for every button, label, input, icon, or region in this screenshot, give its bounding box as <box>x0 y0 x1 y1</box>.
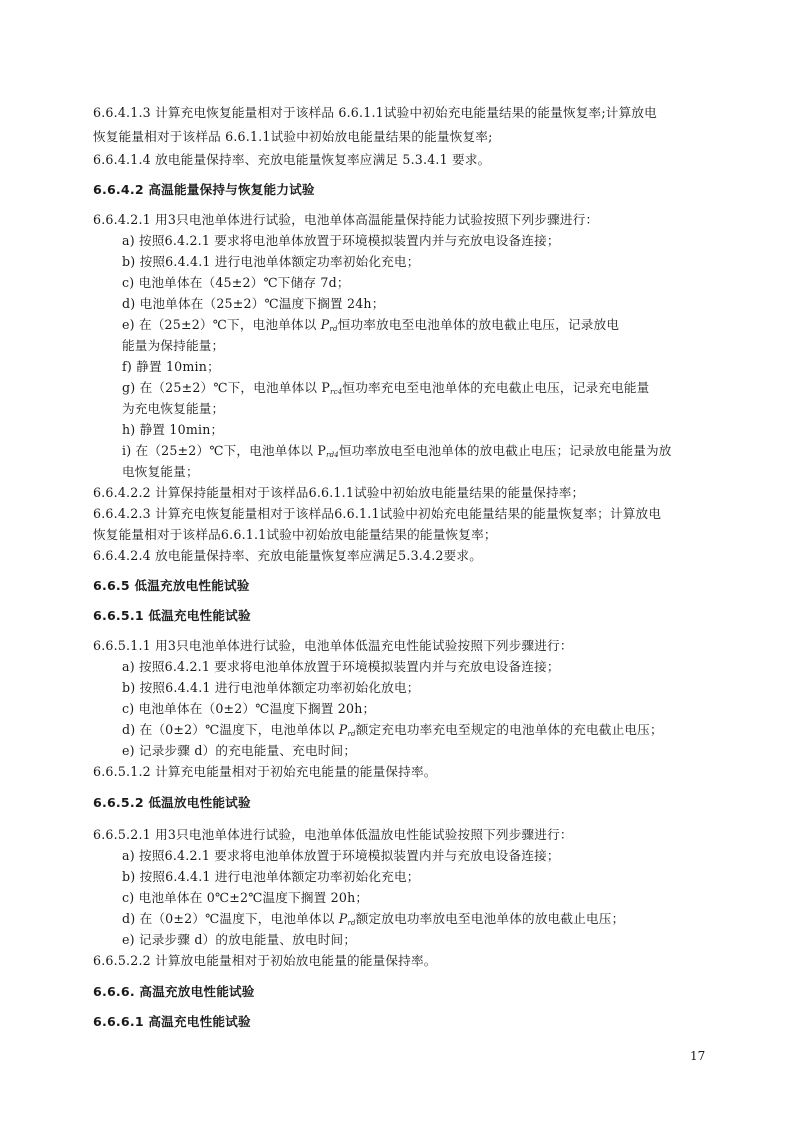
list-item: d) 电池单体在（25±2）℃温度下搁置 24h； <box>122 296 385 311</box>
list-item: i) 在（25±2）℃下，电池单体以 $P_{rd4}$恒功率放电至电池单体的放电截止电压；记录放电能量为放 <box>122 443 672 459</box>
section-heading: 6.6.5.1 低温充电性能试验 <box>93 608 251 623</box>
list-item: a) 按照6.4.2.1 要求将电池单体放置于环境模拟装置内并与充放电设备连接； <box>122 848 560 863</box>
page-number: 17 <box>690 1049 706 1063</box>
section-heading: 6.6.4.2 高温能量保持与恢复能力试验 <box>93 182 315 197</box>
list-item: b) 按照6.4.4.1 进行电池单体额定功率初始化充电； <box>122 869 420 884</box>
paragraph-line: 恢复能量相对于该样品 6.6.1.1试验中初始放电能量结果的能量恢复率; <box>93 129 493 144</box>
list-item: a) 按照6.4.2.1 要求将电池单体放置于环境模拟装置内并与充放电设备连接； <box>122 659 560 674</box>
list-item: e) 记录步骤 d）的充电能量、充电时间； <box>122 743 357 758</box>
list-item: f) 静置 10min； <box>122 359 220 374</box>
paragraph-line: 6.6.4.2.3 计算充电恢复能量相对于该样品6.6.1.1试验中初始充电能量结果的能量恢复率；计算放电 <box>93 506 662 521</box>
list-item-continuation: 电恢复能量； <box>122 464 199 479</box>
list-item: a) 按照6.4.2.1 要求将电池单体放置于环境模拟装置内并与充放电设备连接； <box>122 233 560 248</box>
list-item: b) 按照6.4.4.1 进行电池单体额定功率初始化充电； <box>122 254 420 269</box>
section-heading: 6.6.5.2 低温放电性能试验 <box>93 795 251 810</box>
paragraph-line: 6.6.4.1.4 放电能量保持率、充放电能量恢复率应满足 5.3.4.1 要求。 <box>93 152 491 167</box>
paragraph-line: 6.6.5.2.1 用3只电池单体进行试验，电池单体低温放电性能试验按照下列步骤进行： <box>93 827 573 842</box>
section-heading: 6.6.6.1 高温充电性能试验 <box>93 1014 251 1029</box>
list-item: g) 在（25±2）℃下，电池单体以 $P_{rc4}$恒功率充电至电池单体的充电截止电压，记录充电能量 <box>122 380 650 396</box>
list-item-continuation: 能量为保持能量； <box>122 338 225 353</box>
list-item: c) 电池单体在（45±2）℃下储存 7d； <box>122 275 350 290</box>
paragraph-line: 6.6.5.1.2 计算充电能量相对于初始充电能量的能量保持率。 <box>93 764 437 779</box>
list-item-continuation: 为充电恢复能量； <box>122 401 225 416</box>
list-item: d) 在（0±2）℃温度下，电池单体以 $P_{rd}$额定充电功率充电至规定的电池单体的充电截止电压； <box>122 722 663 738</box>
list-item: d) 在（0±2）℃温度下，电池单体以 $P_{rd}$额定放电功率放电至电池单体的放电截止电压； <box>122 911 625 927</box>
paragraph-line: 6.6.4.2.4 放电能量保持率、充放电能量恢复率应满足5.3.4.2要求。 <box>93 548 483 563</box>
list-item: e) 在（25±2）℃下，电池单体以 $P_{rd}$恒功率放电至电池单体的放电截止电压，记录放电 <box>122 317 620 333</box>
paragraph-line: 6.6.4.2.1 用3只电池单体进行试验，电池单体高温能量保持能力试验按照下列步骤进行： <box>93 212 599 227</box>
list-item: e) 记录步骤 d）的放电能量、放电时间； <box>122 932 357 947</box>
paragraph-line: 6.6.5.1.1 用3只电池单体进行试验，电池单体低温充电性能试验按照下列步骤进行： <box>93 638 573 653</box>
list-item: b) 按照6.4.4.1 进行电池单体额定功率初始化放电； <box>122 680 420 695</box>
paragraph-line: 6.6.4.1.3 计算充电恢复能量相对于该样品 6.6.1.1试验中初始充电能量结果的能量恢复率;计算放电 <box>93 105 657 120</box>
paragraph-line: 恢复能量相对于该样品6.6.1.1试验中初始放电能量结果的能量恢复率； <box>93 527 497 542</box>
list-item: c) 电池单体在 0℃±2℃温度下搁置 20h； <box>122 890 369 905</box>
list-item: h) 静置 10min； <box>122 422 224 437</box>
paragraph-line: 6.6.5.2.2 计算放电能量相对于初始放电能量的能量保持率。 <box>93 953 437 968</box>
section-heading: 6.6.6. 高温充放电性能试验 <box>93 984 255 999</box>
paragraph-line: 6.6.4.2.2 计算保持能量相对于该样品6.6.1.1试验中初始放电能量结果的能量保持率； <box>93 485 585 500</box>
section-heading: 6.6.5 低温充放电性能试验 <box>93 578 250 593</box>
list-item: c) 电池单体在（0±2）℃温度下搁置 20h； <box>122 701 376 716</box>
